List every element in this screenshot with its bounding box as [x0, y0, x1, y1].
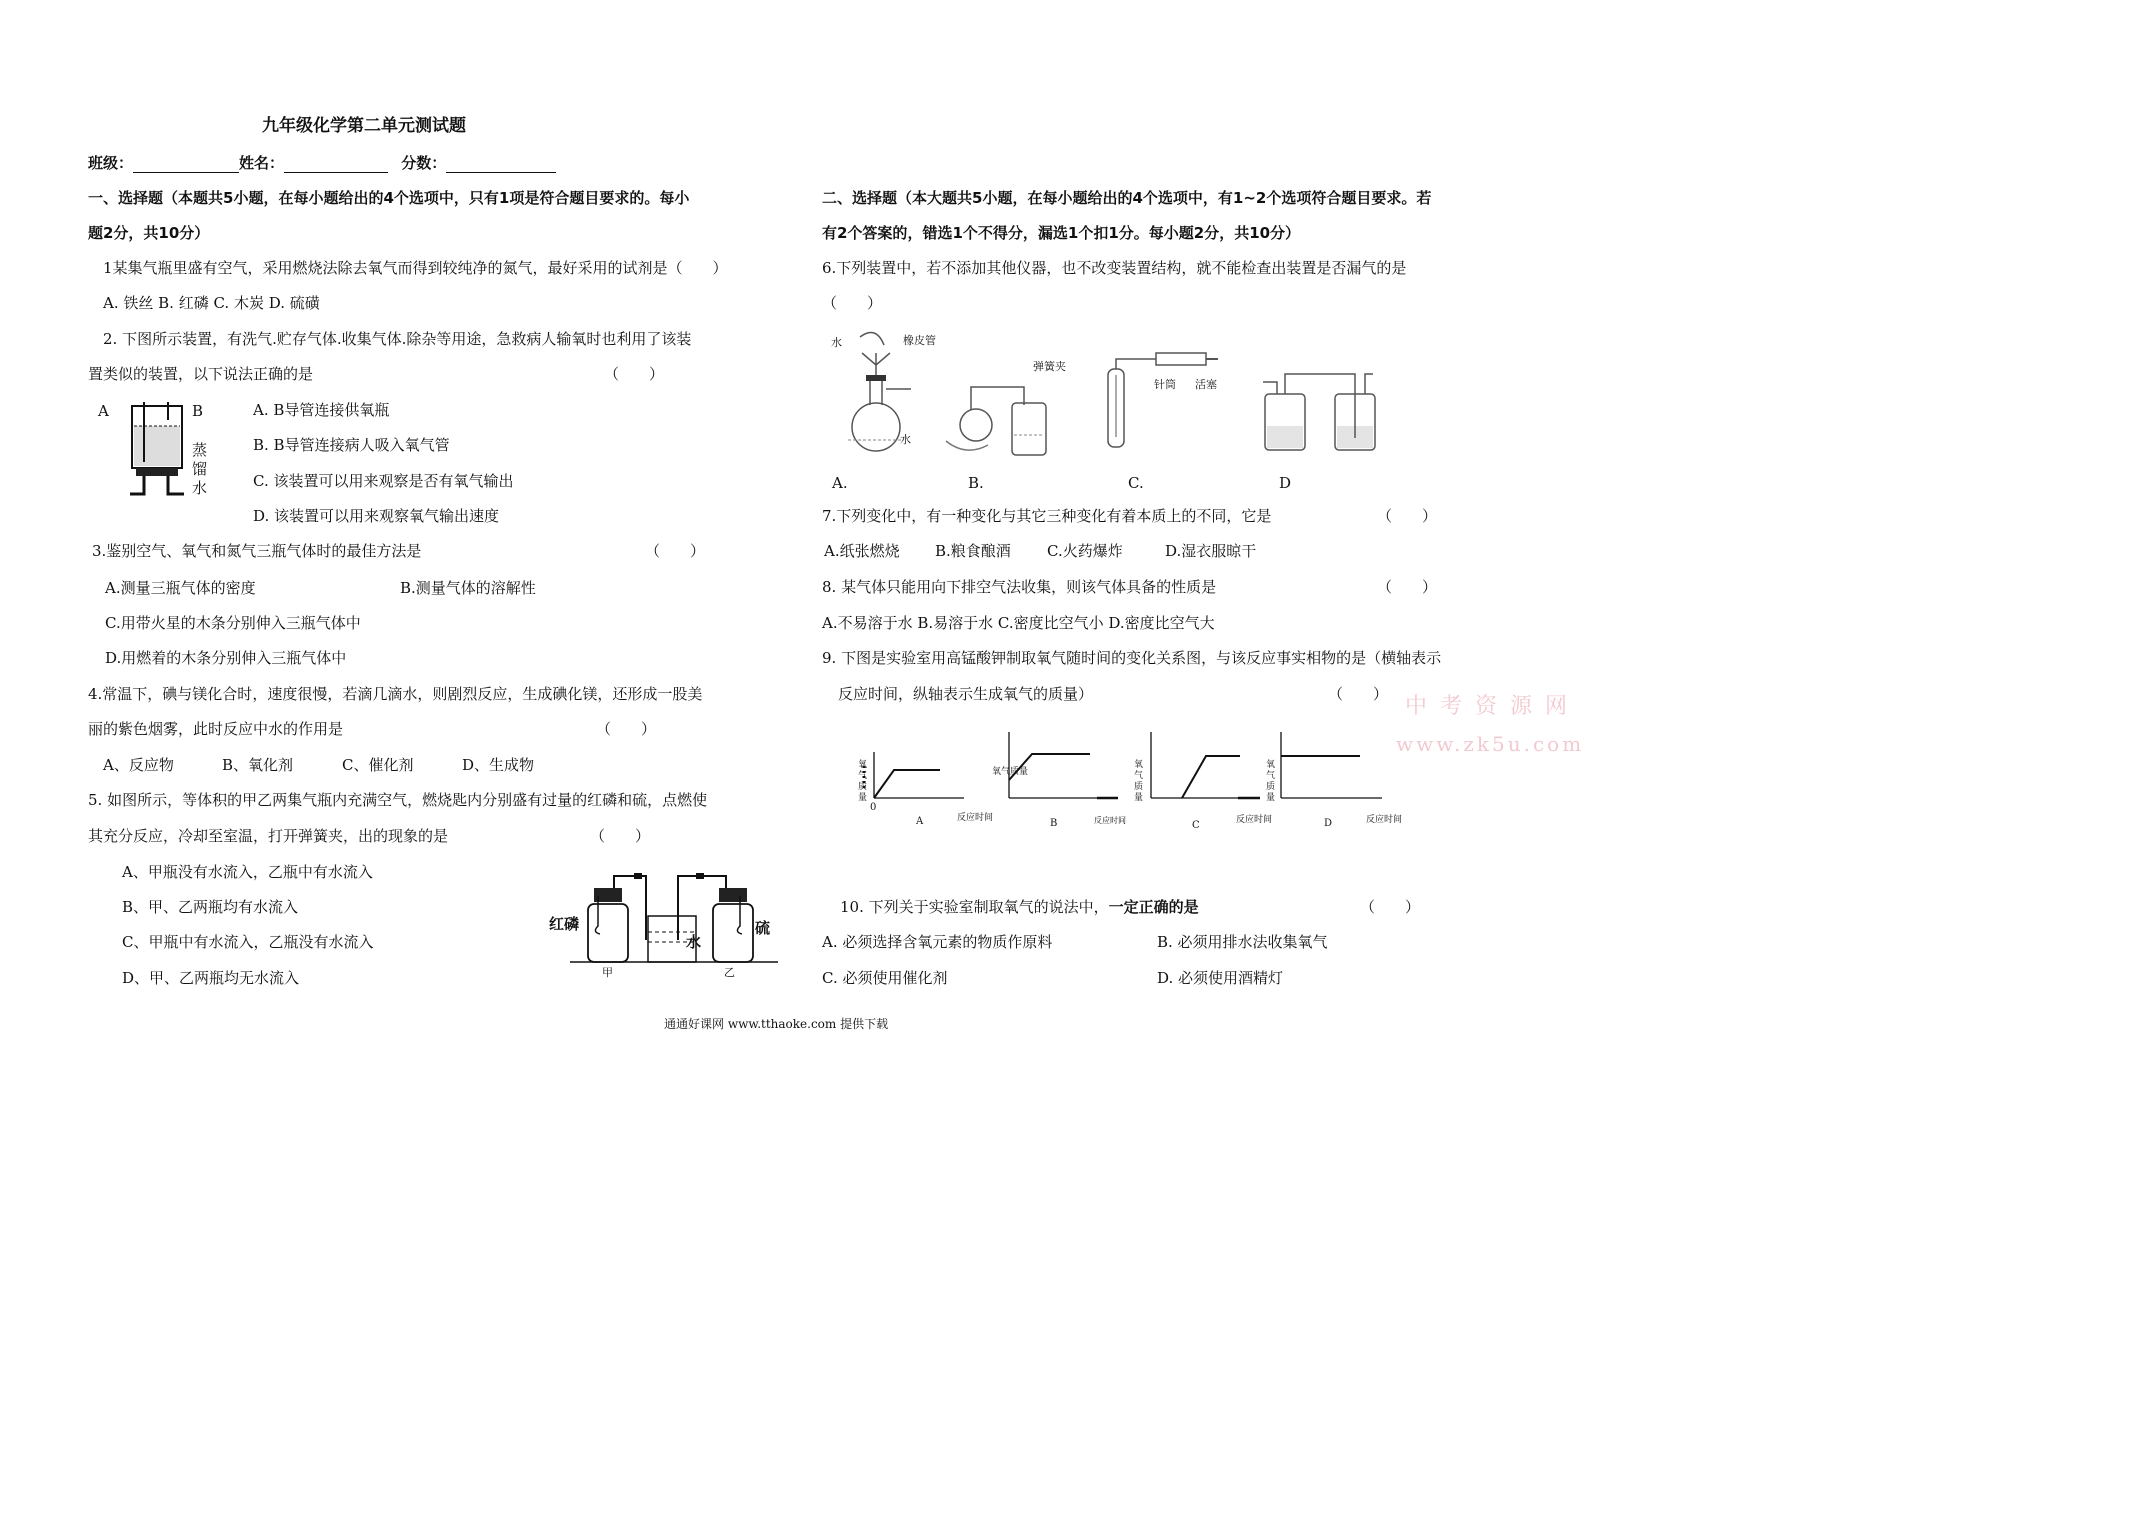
q3-option-c: C.用带火星的木条分别伸入三瓶气体中 [105, 614, 361, 632]
q5-stem-line1: 5. 如图所示，等体积的甲乙两集气瓶内充满空气，燃烧匙内分别盛有过量的红磷和硫，点燃使 [88, 791, 708, 809]
q5-fig-jia: 甲 [602, 966, 613, 979]
q7-option-a: A.纸张燃烧 [824, 542, 900, 560]
q6-fig-syringe: 针筒 [1154, 378, 1176, 391]
q3-stem: 3.鉴别空气、氧气和氮气三瓶气体时的最佳方法是 [92, 542, 422, 560]
watermark-line2: www.zk5u.com [1396, 732, 1585, 756]
water-char-3: 水 [192, 479, 208, 497]
q7-option-c: C.火药爆炸 [1047, 542, 1123, 560]
water-char-2: 馏 [192, 460, 208, 478]
graph-d [1281, 732, 1382, 798]
q4-stem-line2: 丽的紫色烟雾，此时反应中水的作用是 [88, 720, 344, 738]
q3-option-a: A.测量三瓶气体的密度 [105, 579, 256, 597]
q6-option-d-bottles [1255, 368, 1395, 468]
q4-stem-line1: 4.常温下，碘与镁化合时，速度很慢，若滴几滴水，则剧烈反应，生成碘化镁，还形成一股美 [88, 685, 703, 703]
q5-fig-water: 水 [686, 933, 702, 951]
q7-option-b: B.粮食酿酒 [935, 542, 1011, 560]
q9-graph-a-xlabel: 反应时间 [957, 813, 994, 823]
q4-answer-paren[interactable]: （ ） [596, 720, 657, 738]
q8-options: A.不易溶于水 B.易溶于水 C.密度比空气小 D.密度比空气大 [822, 614, 1215, 632]
q10-stem-bold: 一定正确的是 [1108, 898, 1199, 916]
q9-stem-line2: 反应时间，纵轴表示生成氧气的质量） [838, 685, 1094, 703]
q6-apparatus-figures [826, 325, 1246, 460]
section2-line1: 二、选择题（本大题共5小题，在每小题给出的4个选项中，有1~2个选项符合题目要求。若 [822, 189, 1432, 207]
q9-graph-b-xlabel: 反应时间 [1094, 816, 1126, 825]
q10-option-a: A. 必须选择含氧元素的物质作原料 [822, 933, 1053, 951]
class-blank[interactable] [133, 156, 239, 173]
q2-stem-line2: 置类似的装置，以下说法正确的是 [88, 365, 314, 383]
q9-graph-a-label: A [916, 816, 924, 827]
q9-graph-c-ylabel: 氧气质量 [1134, 760, 1144, 803]
q5-option-c: C、甲瓶中有水流入，乙瓶没有水流入 [122, 933, 374, 951]
q6-label-b: B. [968, 474, 984, 492]
q8-stem: 8. 某气体只能用向下排空气法收集，则该气体具备的性质是 [822, 578, 1217, 596]
q9-graph-d-xlabel: 反应时间 [1366, 815, 1403, 825]
q2-fig-water-label [192, 441, 212, 498]
class-label: 班级： [88, 154, 134, 172]
q7-option-d: D.湿衣服晾干 [1165, 542, 1257, 560]
q2-fig-label-a: A [98, 402, 109, 420]
q2-answer-paren[interactable]: （ ） [604, 365, 665, 383]
name-blank[interactable] [284, 156, 388, 173]
q9-graph-a-origin: 0 [870, 802, 877, 813]
q5-fig-sulfur: 硫 [755, 919, 771, 937]
section1-line2: 题2分，共10分） [88, 224, 210, 242]
q7-answer-paren[interactable]: （ ） [1377, 507, 1438, 525]
q6-fig-water-top: 水 [831, 336, 842, 349]
q2-option-c: C. 该装置可以用来观察是否有氧气输出 [253, 472, 514, 490]
water-char-1: 蒸 [192, 441, 208, 459]
q2-option-a: A. B导管连接供氧瓶 [253, 401, 390, 419]
section1-line1: 一、选择题（本题共5小题，在每小题给出的4个选项中，只有1项是符合题目要求的。每小 [88, 189, 690, 207]
q10-option-c: C. 必须使用催化剂 [822, 969, 948, 987]
section2-line2: 有2个答案的，错选1个不得分，漏选1个扣1分。每小题2分，共10分） [822, 224, 1301, 242]
q4-option-d: D、生成物 [462, 756, 535, 774]
q6-answer-paren[interactable]: （ ） [822, 294, 883, 312]
score-blank[interactable] [446, 156, 556, 173]
q4-option-c: C、催化剂 [342, 756, 414, 774]
q6-fig-clip: 弹簧夹 [1033, 360, 1066, 373]
q7-stem: 7.下列变化中，有一种变化与其它三种变化有着本质上的不同，它是 [822, 507, 1272, 525]
q9-graph-d-label: D [1324, 818, 1333, 829]
q1-stem: 1某集气瓶里盛有空气，采用燃烧法除去氧气而得到较纯净的氮气，最好采用的试剂是（ ） [103, 259, 728, 277]
q2-option-d: D. 该装置可以用来观察氧气输出速度 [253, 507, 500, 525]
q9-stem-line1: 9. 下图是实验室用高锰酸钾制取氧气随时间的变化关系图，与该反应事实相物的是（横轴表示 [822, 649, 1442, 667]
q10-answer-paren[interactable]: （ ） [1360, 898, 1421, 916]
q5-answer-paren[interactable]: （ ） [590, 827, 651, 845]
q6-label-a: A. [832, 474, 848, 492]
gas-washing-bottle-figure [120, 398, 200, 502]
q6-fig-piston: 活塞 [1195, 378, 1217, 391]
q9-graph-c-xlabel: 反应时间 [1236, 815, 1273, 825]
q6-fig-water-bottom: 水 [900, 433, 911, 446]
q6-fig-rubber-tube: 橡皮管 [903, 334, 936, 347]
graph-c [1151, 732, 1260, 798]
q2-fig-label-b: B [192, 402, 204, 420]
name-label: 姓名： [239, 154, 285, 172]
q9-graph-b-ylabel: 氧气质量 [992, 767, 1029, 777]
q1-options: A. 铁丝 B. 红磷 C. 木炭 D. 硫磺 [103, 294, 320, 312]
graph-a [864, 752, 964, 798]
q6-label-d: D [1279, 474, 1292, 492]
q9-graph-d-ylabel: 氧气质量 [1266, 760, 1276, 803]
q9-graphs [860, 752, 1500, 832]
q4-option-a: A、反应物 [103, 756, 174, 774]
q5-stem-line2: 其充分反应，冷却至室温，打开弹簧夹，出的现象的是 [88, 827, 449, 845]
q5-apparatus-figure [548, 866, 788, 986]
q5-option-d: D、甲、乙两瓶均无水流入 [122, 969, 300, 987]
q5-option-b: B、甲、乙两瓶均有水流入 [122, 898, 299, 916]
q9-answer-paren[interactable]: （ ） [1328, 685, 1389, 703]
q10-option-d: D. 必须使用酒精灯 [1157, 969, 1284, 987]
q6-stem: 6.下列装置中，若不添加其他仪器，也不改变装置结构，就不能检查出装置是否漏气的是 [822, 259, 1407, 277]
q3-answer-paren[interactable]: （ ） [645, 542, 706, 560]
q6-label-c: C. [1128, 474, 1144, 492]
footer-credit: 通通好课网 www.tthaoke.com 提供下载 [664, 1017, 889, 1031]
q10-stem-pre: 10. 下列关于实验室制取氧气的说法中， [840, 898, 1109, 916]
page-title: 九年级化学第二单元测试题 [262, 116, 466, 136]
q2-stem-line1: 2. 下图所示装置，有洗气.贮存气体.收集气体.除杂等用途，急救病人输氧时也利用了该装 [103, 330, 692, 348]
q9-graph-c-label: C [1192, 820, 1200, 831]
q4-option-b: B、氧化剂 [222, 756, 294, 774]
q5-fig-yi: 乙 [724, 966, 735, 979]
student-info-line [88, 153, 556, 173]
q5-fig-red-phosphorus: 红磷 [549, 915, 580, 933]
q3-option-d: D.用燃着的木条分别伸入三瓶气体中 [105, 649, 347, 667]
q9-graph-b-label: B [1050, 818, 1058, 829]
watermark-line1: 中 考 资 源 网 [1405, 694, 1570, 719]
q10-option-b: B. 必须用排水法收集氧气 [1157, 933, 1328, 951]
q2-option-b: B. B导管连接病人吸入氧气管 [253, 436, 450, 454]
q3-option-b: B.测量气体的溶解性 [400, 579, 536, 597]
score-label: 分数： [401, 154, 447, 172]
q8-answer-paren[interactable]: （ ） [1377, 578, 1438, 596]
q9-graph-a-ylabel: 氧气质量 [858, 760, 868, 803]
q5-option-a: A、甲瓶没有水流入，乙瓶中有水流入 [122, 863, 373, 881]
q10-stem [840, 897, 1199, 917]
